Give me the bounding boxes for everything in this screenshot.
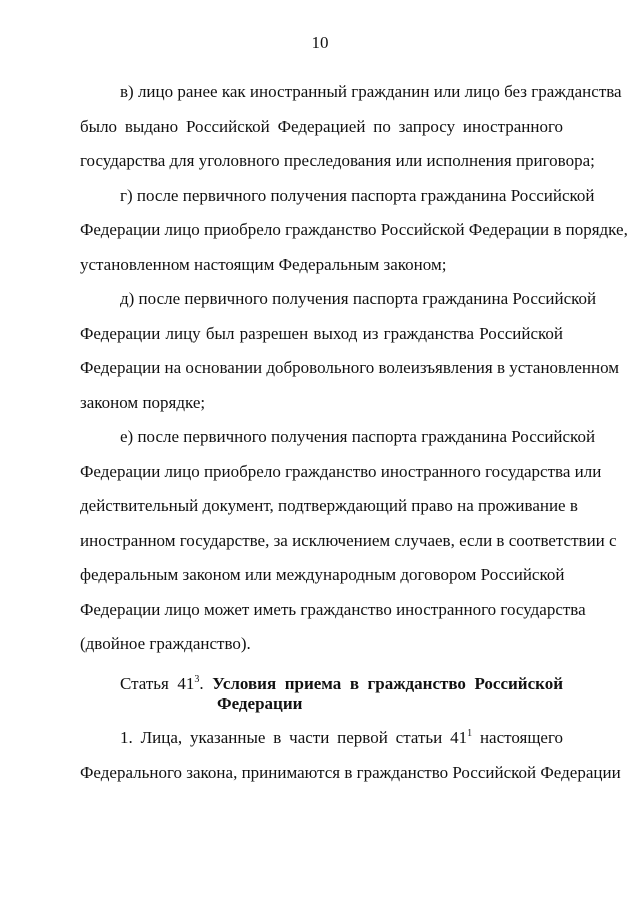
article-title-line-2: Федерации — [217, 694, 303, 713]
article-number: $41^3$. — [177, 674, 204, 693]
article-label: Статья — [120, 674, 169, 693]
article-number-superscript: 3 — [194, 674, 200, 685]
paragraph-line: Федерации лицо может иметь гражданство иностранного государства — [80, 599, 586, 619]
article-heading-line-1 — [80, 674, 563, 694]
paragraph-e — [80, 425, 617, 667]
paragraph-line: Федерации лицо приобрело гражданство Российской Федерации в порядке, — [80, 220, 628, 239]
paragraph-line: е) после первичного получения паспорта гражданина Российской — [120, 427, 596, 446]
paragraph-line: действительный документ, подтверждающий право на проживание в — [80, 496, 578, 515]
page-number: 10 — [311, 33, 329, 52]
paragraph-line: Федерации лицо приобрело гражданство иностранного государства или — [80, 461, 602, 481]
clause-line-1: 1. Лица, указанные в части первой статьи $41^1$ настоящего — [120, 728, 564, 747]
paragraph-line: (двойное гражданство). — [80, 634, 251, 653]
paragraph-line: Федерации лицу был разрешен выход из гражданства Российской — [80, 323, 563, 343]
paragraph-line: в) лицо ранее как иностранный гражданин или лицо без гражданства — [120, 82, 622, 101]
article-reference: $41^1$ — [450, 728, 473, 747]
paragraph-line: законом порядке; — [80, 392, 206, 412]
clause-1 — [80, 726, 621, 795]
article-heading — [80, 674, 563, 714]
paragraph-line: г) после первичного получения паспорта гражданина Российской — [120, 185, 595, 205]
paragraph-line: федеральным законом или международным договором Российской — [80, 565, 565, 584]
paragraph-line: было выдано Российской Федерацией по запросу иностранного — [80, 116, 563, 136]
paragraph-line: государства для уголовного преследования или исполнения приговора; — [80, 151, 595, 170]
paragraph-v — [80, 80, 622, 184]
paragraph-line: установленном настоящим Федеральным законом; — [80, 254, 447, 274]
paragraph-line: иностранном государстве, за исключением случаев, если в соответствии с — [80, 530, 617, 550]
paragraph-g — [80, 184, 628, 288]
paragraph-line: д) после первичного получения паспорта гражданина Российской — [120, 289, 597, 308]
article-title-line-1: Условия приема в гражданство Российской — [212, 674, 563, 693]
paragraph-d — [80, 287, 620, 425]
clause-line-2: Федерального закона, принимаются в гражданство Российской Федерации — [80, 762, 621, 782]
paragraph-line: Федерации на основании добровольного волеизъявления в установленном — [80, 358, 620, 377]
